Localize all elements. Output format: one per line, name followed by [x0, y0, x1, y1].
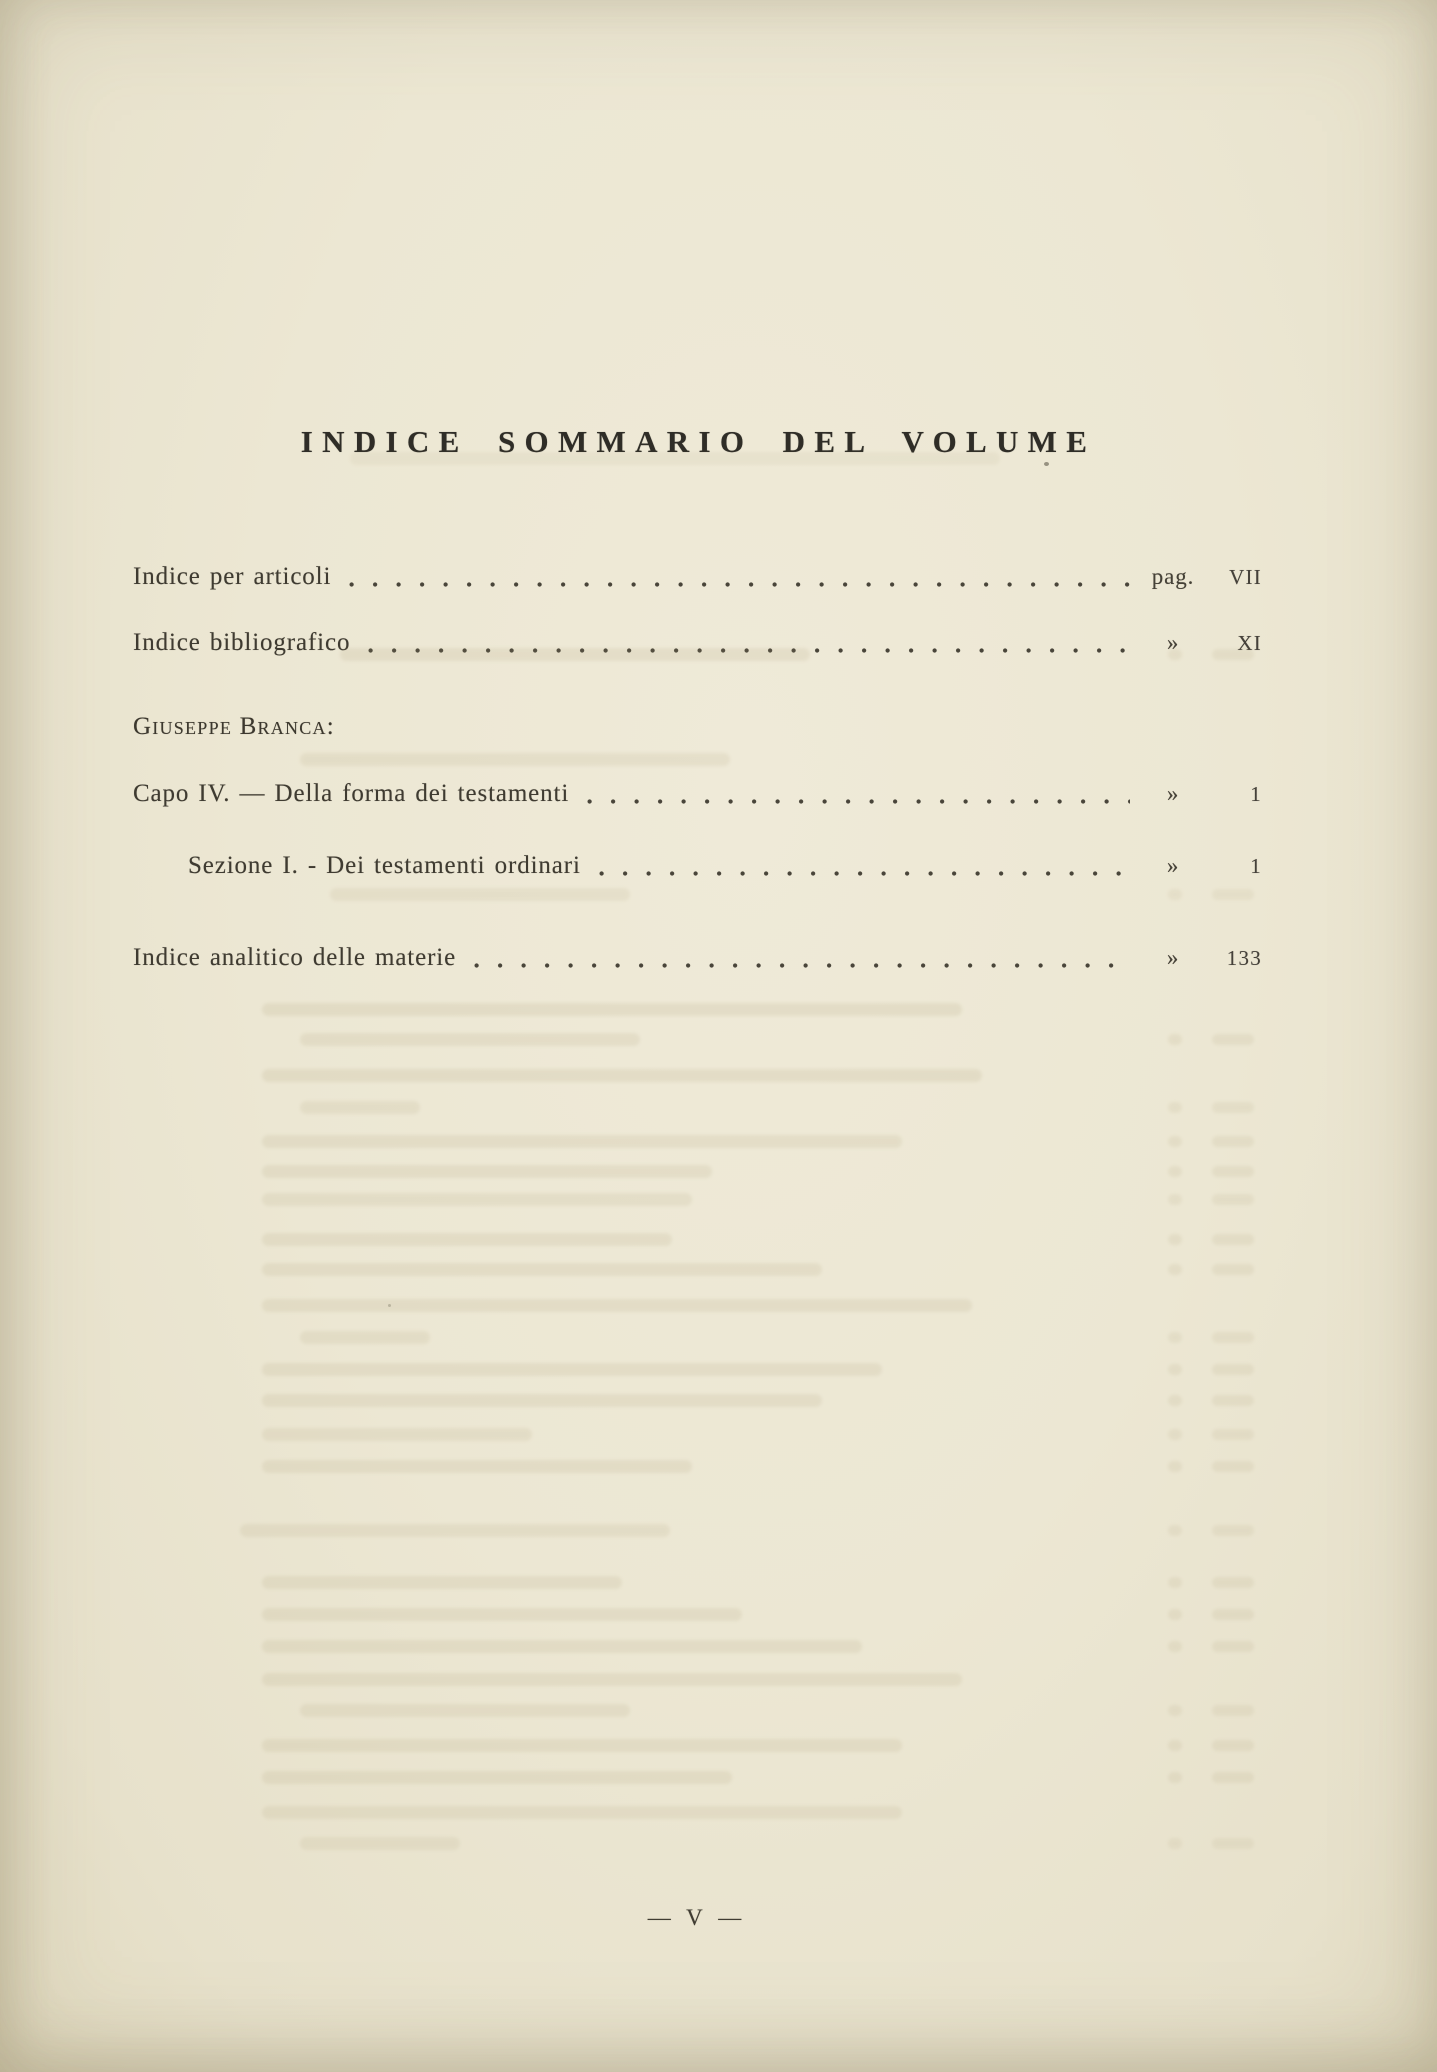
ghost-page-number	[1168, 1395, 1182, 1406]
ghost-page-number	[1168, 889, 1182, 900]
ghost-text-line	[262, 1771, 732, 1784]
page-number: VII	[1229, 565, 1262, 589]
ghost-page-number	[1168, 1740, 1182, 1751]
toc-entry-label: Sezione I. - Dei testamenti ordinari	[188, 852, 581, 879]
ghost-page-number	[1212, 1577, 1254, 1588]
page-title: INDICE SOMMARIO DEL VOLUME	[300, 424, 1097, 459]
dot-leader	[349, 582, 1130, 587]
page-col-label: »	[1166, 781, 1180, 806]
ghost-page-number	[1212, 1772, 1254, 1783]
ghost-text-line	[262, 1263, 822, 1276]
author-heading: Giuseppe Branca:	[133, 713, 335, 740]
page-col-label: »	[1166, 630, 1180, 655]
ghost-page-number	[1168, 1838, 1182, 1849]
page-number: 1	[1250, 854, 1262, 878]
ghost-text-line	[262, 1193, 692, 1206]
ghost-page-number	[1212, 1332, 1254, 1343]
ghost-text-line	[262, 1299, 972, 1312]
ghost-page-number	[1168, 1234, 1182, 1245]
paper-speck	[388, 1304, 391, 1307]
ghost-text-line	[300, 753, 730, 766]
ghost-page-number	[1168, 1772, 1182, 1783]
ghost-page-number	[1168, 1136, 1182, 1147]
ghost-page-number	[1168, 1332, 1182, 1343]
ghost-page-number	[1168, 1577, 1182, 1588]
ghost-text-line	[240, 1524, 670, 1537]
ghost-text-line	[350, 452, 1000, 465]
ghost-page-number	[1168, 1705, 1182, 1716]
ghost-page-number	[1168, 1102, 1182, 1113]
ghost-page-number	[1212, 1166, 1254, 1177]
toc-entry-indice-analitico	[133, 944, 1262, 975]
toc-entry-label: Indice bibliografico	[133, 629, 351, 656]
ghost-page-number	[1212, 1461, 1254, 1472]
ghost-page-number	[1212, 1102, 1254, 1113]
ghost-text-line	[300, 1331, 430, 1344]
ghost-text-line	[330, 888, 630, 901]
page-number: 1	[1250, 782, 1262, 806]
ghost-text-line	[262, 1739, 902, 1752]
ghost-page-number	[1212, 649, 1254, 660]
ghost-page-number	[1212, 1429, 1254, 1440]
ghost-page-number	[1212, 1034, 1254, 1045]
dot-leader	[474, 963, 1130, 968]
ghost-page-number	[1168, 1609, 1182, 1620]
ghost-text-line	[262, 1165, 712, 1178]
ghost-text-line	[262, 1363, 882, 1376]
toc-entry-label: Capo IV. — Della forma dei testamenti	[133, 780, 570, 807]
ghost-text-line	[262, 1806, 902, 1819]
ghost-page-number	[1212, 1740, 1254, 1751]
ghost-page-number	[1212, 1395, 1254, 1406]
ghost-page-number	[1168, 1364, 1182, 1375]
ghost-page-number	[1212, 1136, 1254, 1147]
footer-page-number: — V —	[647, 1905, 747, 1930]
ghost-page-number	[1212, 1264, 1254, 1275]
ghost-page-number	[1168, 1166, 1182, 1177]
ghost-page-number	[1212, 1525, 1254, 1536]
ghost-text-line	[262, 1576, 622, 1589]
ghost-page-number	[1212, 1705, 1254, 1716]
page-col-label: »	[1166, 945, 1180, 970]
ghost-page-number	[1212, 1234, 1254, 1245]
ghost-text-line	[262, 1460, 692, 1473]
ghost-text-line	[262, 1428, 532, 1441]
toc-entry-label: Indice analitico delle materie	[133, 944, 457, 971]
page-number: XI	[1237, 631, 1262, 655]
ghost-text-line	[340, 648, 810, 661]
ghost-text-line	[262, 1673, 962, 1686]
ghost-page-number	[1212, 1194, 1254, 1205]
ghost-text-line	[262, 1135, 902, 1148]
ghost-page-number	[1168, 1034, 1182, 1045]
dot-leader	[599, 871, 1130, 876]
ghost-text-line	[262, 1233, 672, 1246]
toc-entry-indice-per-articoli	[133, 563, 1262, 594]
toc-entry-sezione-i	[188, 852, 1262, 883]
ghost-page-number	[1212, 1838, 1254, 1849]
ghost-page-number	[1212, 889, 1254, 900]
ghost-text-line	[300, 1033, 640, 1046]
ghost-page-number	[1168, 1194, 1182, 1205]
ghost-text-line	[300, 1101, 420, 1114]
ghost-page-number	[1168, 1525, 1182, 1536]
ghost-page-number	[1168, 649, 1182, 660]
ghost-text-line	[300, 1704, 630, 1717]
ghost-text-line	[300, 1837, 460, 1850]
page-col-label: »	[1166, 853, 1180, 878]
ghost-page-number	[1212, 1609, 1254, 1620]
ghost-page-number	[1168, 1641, 1182, 1652]
page-col-label: pag.	[1151, 564, 1195, 589]
ghost-text-line	[262, 1394, 822, 1407]
ghost-page-number	[1168, 1264, 1182, 1275]
ghost-text-line	[262, 1640, 862, 1653]
ghost-page-number	[1168, 1461, 1182, 1472]
ghost-text-line	[262, 1003, 962, 1016]
paper-speck	[1044, 462, 1049, 466]
ghost-page-number	[1212, 1364, 1254, 1375]
ghost-text-line	[262, 1608, 742, 1621]
dot-leader	[587, 799, 1130, 804]
page-number: 133	[1226, 946, 1262, 970]
toc-entry-label: Indice per articoli	[133, 563, 332, 590]
toc-entry-capo-iv	[133, 780, 1262, 811]
ghost-page-number	[1168, 1429, 1182, 1440]
ghost-text-line	[262, 1069, 982, 1082]
ghost-page-number	[1212, 1641, 1254, 1652]
